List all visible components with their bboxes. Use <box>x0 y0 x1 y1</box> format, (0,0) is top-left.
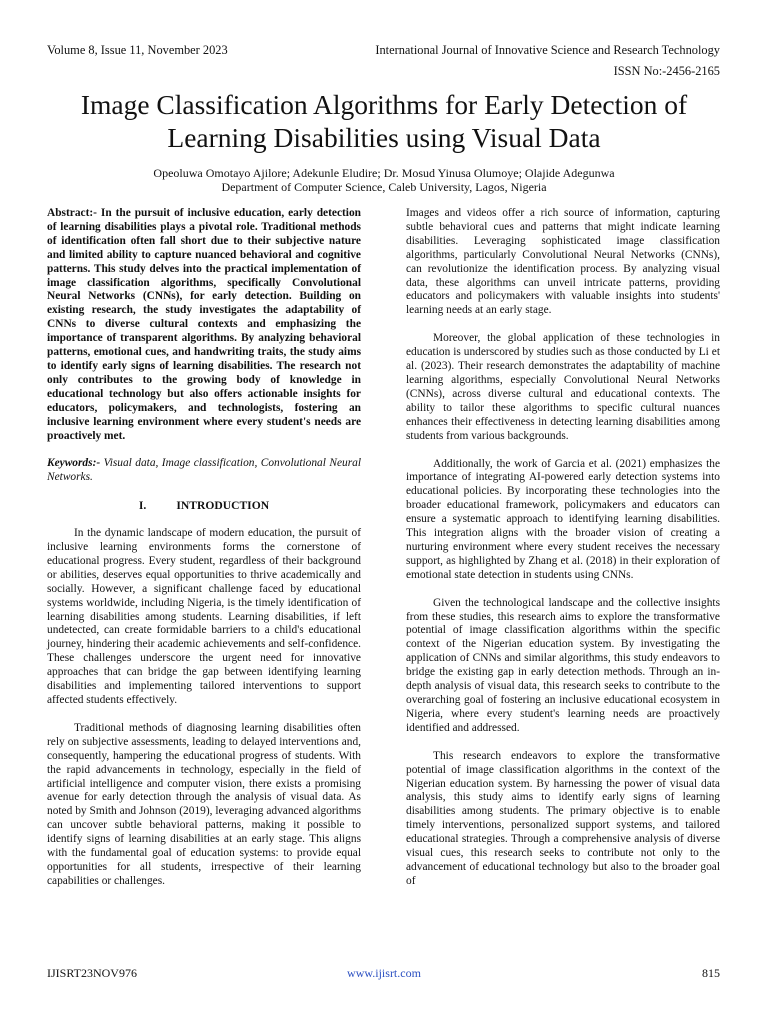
page-number: 815 <box>702 966 720 980</box>
keywords-label: Keywords:- <box>47 457 101 470</box>
body-paragraph: Additionally, the work of Garcia et al. (2021) emphasizes the importance of integrating AI-powered early detection systems into educational policies. By incorporating these technologies into the broader educational framework, policymakers and educators can ensure a systematic approach to identifying learning disabilities. This integration aligns with the broader vision of creating a nurturing environment where every student receives the necessary support, as highlighted by Zhang et al. (2018) in their exploration of emotional state detection in students using CNNs. <box>406 457 720 581</box>
journal-issn: ISSN No:-2456-2165 <box>613 64 720 78</box>
journal-volume: Volume 8, Issue 11, November 2023 <box>47 43 228 57</box>
body-paragraph: Traditional methods of diagnosing learning disabilities often rely on subjective assessments, leading to delayed interventions and, consequently, hampering the educational progress of students. With the rapid advancements in technology, especially in the field of artificial intelligence and computer vision, there exists a promising avenue for early detection through the analysis of visual data. As noted by Smith and Johnson (2019), leveraging advanced algorithms can uncover subtle behavioral patterns, making it possible to identify signs of learning disabilities at an early stage. This aligns with the fundamental goal of education systems: to provide equal opportunities for all students, irrespective of their learning capabilities or challenges. <box>47 721 361 887</box>
left-column <box>47 207 361 903</box>
affiliation: Department of Computer Science, Caleb University, Lagos, Nigeria <box>221 180 547 194</box>
keywords-text: Visual data, Image classification, Convolutional Neural Networks. <box>47 457 361 484</box>
footer-website-link[interactable]: www.ijisrt.com <box>347 966 421 980</box>
keywords <box>47 457 361 485</box>
journal-name: International Journal of Innovative Science and Research Technology <box>375 43 720 57</box>
body-paragraph: Moreover, the global application of these technologies in education is underscored by studies such as those conducted by Li et al. (2023). Their research demonstrates the adaptability of machine learning algorithms, especially Convolutional Neural Networks (CNNs), across diverse cultural and educational contexts. The ability to tailor these algorithms to specific cultural nuances enhances their effectiveness in detecting learning disabilities among students from various backgrounds. <box>406 332 720 442</box>
paper-title: Image Classification Algorithms for Early Detection of Learning Disabilities using Visual Data <box>80 89 688 153</box>
section-heading <box>47 499 361 513</box>
author-list: Opeoluwa Omotayo Ajilore; Adekunle Eludire; Dr. Mosud Yinusa Olumoye; Olajide Adegunwa <box>153 166 615 180</box>
abstract: Abstract:- In the pursuit of inclusive education, early detection of learning disabilities plays a pivotal role. Traditional methods of identification often fall short due to their subjective nature and limited ability to capture nuanced behavioral and cognitive patterns. This study delves into the practical implementation of image classification algorithms, specifically Convolutional Neural Networks (CNNs), for early detection. Building on existing research, the study investigates the adaptability of CNNs to diverse cultural contexts and emphasizing the importance of transparent algorithms. By analyzing behavioral patterns, emotional cues, and handwriting traits, the study aims to identify early signs of learning disabilities. The research not only contributes to the growing body of knowledge in educational technology but also offers actionable insights for educators, policymakers, and technologists, fostering an inclusive learning environment where every student's needs are proactively met. <box>47 207 361 442</box>
body-paragraph: Images and videos offer a rich source of information, capturing subtle behavioral cues and patterns that might indicate learning disabilities. Leveraging sophisticated image classification algorithms, particularly Convolutional Neural Networks (CNNs), can revolutionize the identification process. By analyzing visual data, these algorithms can unveil intricate patterns, providing educators and policymakers with valuable insights into students' learning needs at an early stage. <box>406 207 720 317</box>
body-paragraph: This research endeavors to explore the transformative potential of image classification algorithms in the context of the Nigerian education system. By harnessing the power of visual data analysis, this study aims to identify early signs of learning disabilities among students. The primary objective is to enable timely interventions, personalized support systems, and tailored educational strategies. Through a comprehensive analysis of diverse visual cues, this research seeks to contribute not only to the advancement of educational technology but also to the broader goal of <box>406 749 720 887</box>
section-title: INTRODUCTION <box>176 499 270 513</box>
body-paragraph: In the dynamic landscape of modern education, the pursuit of inclusive learning environments forms the cornerstone of educational progress. Every student, regardless of their background or abilities, deserves equal opportunities to thrive academically and socially. However, a significant challenge faced by educational systems worldwide, including Nigeria, is the timely identification of learning disabilities among students. Learning disabilities, if left undetected, can create formidable barriers to a child's educational journey, hindering their academic achievements and self-confidence. These challenges underscore the urgent need for innovative approaches that can bridge the gap between identifying learning disabilities and implementing tailored interventions to support affected students effectively. <box>47 527 361 706</box>
right-column <box>406 207 720 903</box>
footer-paper-id: IJISRT23NOV976 <box>47 966 137 980</box>
section-number: I. <box>138 499 147 513</box>
body-paragraph: Given the technological landscape and the collective insights from these studies, this research aims to explore the transformative potential of image classification algorithms within the specific context of the Nigerian education system. By investigating the application of CNNs and similar algorithms, this study endeavors to bridge the existing gap in early detection methods. Through an in-depth analysis of visual data, this research seeks to contribute to the overarching goal of fostering an inclusive educational ecosystem in Nigeria, where every student's learning needs are proactively identified and addressed. <box>406 596 720 734</box>
